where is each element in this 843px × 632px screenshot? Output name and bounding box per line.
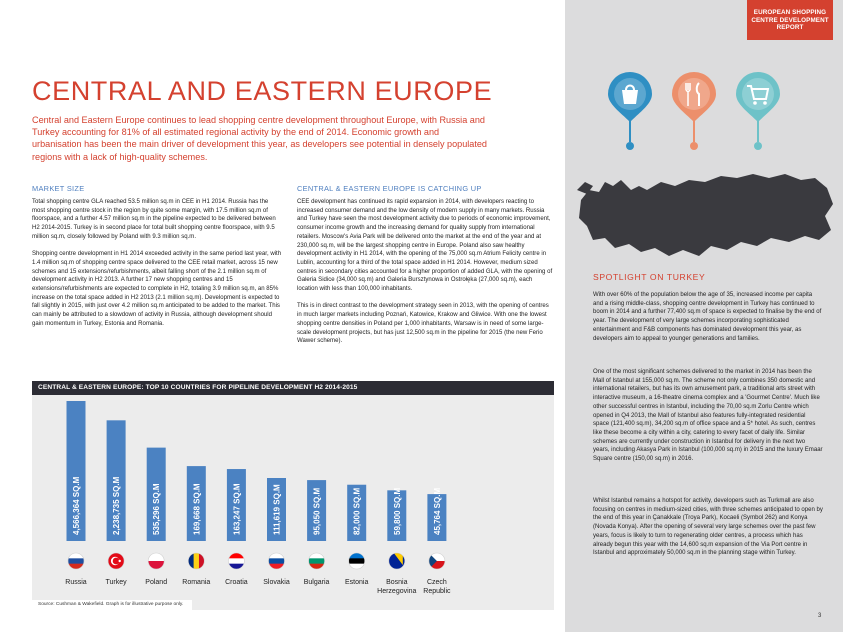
pipeline-chart — [32, 395, 554, 610]
value-label: 535,296 SQ.M — [152, 483, 162, 535]
category-label: Slovakia — [263, 579, 290, 586]
category-label: Romania — [182, 579, 211, 586]
report-tag-line-2: CENTRE DEVELOPMENT — [751, 16, 829, 24]
pipeline-bar-chart — [32, 395, 554, 610]
spotlight-paragraph-2: One of the most significant schemes delivered to the market in 2014 has been the Mall of Istanbul at 155,000 sq.m. The scheme not only combines 350 domestic and international retailers, but has its own amusement park, a traditional arts street with interactive museum, a 16-theatre cinema complex and a 'Gourmet Centre'. Much like other successful centres in Istanbul, including the 70,00 sq.m Zorlu Centre which opened in Q4 2013, the Mall of Istanbul also features fully-integrated residential space (121,400 sq.m), 34,200 sq.m of office space and a 5* hotel. As such, centres like these become a city within a city, catering to every facet of daily life. Similar schemes are currently under construction in Istanbul for delivery in the next two years, including Akasya Park in Istanbul (100,000 sq.m) in 2015 and the luxury Emaar Square centre (150,00 sq.m) in 2016. — [593, 369, 823, 463]
page-number: 3 — [818, 613, 822, 619]
shopping-cart-icon — [734, 70, 782, 154]
turkey-map-icon — [575, 160, 837, 270]
value-label: 163,247 SQ.M — [232, 483, 242, 535]
value-label: 2,238,735 SQ.M — [112, 476, 122, 535]
turkey-flag-icon — [108, 553, 124, 569]
source-note: Source: Cushman & Wakefield. Graph is for illustrative purpose only. — [32, 600, 192, 610]
catching-up-paragraph-1: CEE development has continued its rapid expansion in 2014, with developers reacting to increased consumer demand and the low density of modern supply in many markets. Russia and Turkey have seen the most development activity due to periods of economic improvement, consumer income growth and the increasing demand for quality supply from international retailers. Moscow's Avia Park will be delivered onto the market at the end of the year and at 230,000 sq.m, will be the largest shopping centre in Europe. Poland also saw healthy development activity in H1 2014, with the opening of the 75,000 sq.m Atrium Felicity centre in Lublin, accounting for a third of the total space added in H1 2014. However, medium sized centres in secondary cities accounted for a higher proportion of added GLA, with the opening of Galeria Sidice (34,000 sq.m) and Galeria Bursztynowa in Ostrołęka (27,000 sq.m), each location with less than 100,000 inhabitants. — [297, 199, 553, 293]
shopping-bag-icon — [606, 70, 654, 154]
category-label: Bulgaria — [303, 579, 330, 586]
spotlight-heading: SPOTLIGHT ON TURKEY — [593, 272, 706, 282]
market-size-paragraph-2: Shopping centre development in H1 2014 exceeded activity in the same period last year, with 1.4 million sq.m of shopping centre space delivered to the CEE retail market, across 15 new schemes and 15 extensions/refurbishments, albeit falling short of the 2.1 million sq.m of development activity in H2 2013. A further 17 new shopping centres and 15 extensions/refurbishments are expected to complete in H2, totaling 3.9 million sq.m, an 85% increase on the total space added in H2 2013 (2.1 million sq.m). Development is expected to fall slightly in 2015, with just over 4.2 million sq.m anticipated to be added to the market. This can mainly be attributed to a slowdown of activity in Russia, although development should gain momentum in Turkey, Estonia and Romania. — [32, 251, 282, 327]
value-label: 169,668 SQ.M — [192, 483, 202, 535]
market-size-heading: MARKET SIZE — [32, 184, 85, 193]
category-label: Republic — [423, 588, 451, 595]
catching-up-text — [297, 198, 553, 355]
page-title: CENTRAL AND EASTERN EUROPE — [32, 76, 493, 106]
category-label: Turkey — [105, 579, 127, 586]
fork-knife-icon — [670, 70, 718, 154]
market-size-paragraph-1: Total shopping centre GLA reached 53.5 million sq.m in CEE in H1 2014. Russia has the most shopping centre stock in the region by quite some margin, with 17.5 million sq.m of floorspace, and a further 4.57 million sq.m in the pipeline expected to be delivered between H2 2014-2015. Turkey is in second place for total built shopping centre floorspace, with 9.5 million sq.m, closely followed by Poland with 9.3 million sq.m. — [32, 199, 276, 240]
market-size-text — [32, 198, 282, 337]
category-label: Czech — [426, 579, 447, 586]
spotlight-paragraph-1: With over 60% of the population below the age of 35, increased income per capita and a rising middle-class, shopping centre development in Turkey has continued to boom in 2014 and a further 77,400 sq.m of space is expected to finalise by the end of year. The development of very large schemes incorporating sophisticated entertainment and F&B components has dominated development this year, as developers aim to appeal to younger generations and families. — [593, 292, 822, 342]
estonia-flag-icon — [349, 553, 365, 569]
spotlight-paragraph-3: Whilst Istanbul remains a hotspot for activity, developers such as Turkmall are also focusing on centres in medium-sized cities, with three schemes anticipated to open by the end of this year in Çanakkale (Troya Park), Kocaeli (Symbol 262) and Konya (Novada Konya). After the opening of several very large schemes over the past few years, focus is likely to turn to regenerating older centres, a process which has already begun this year with the 14,600 sq.m expansion of the Via Port centre in Istanbul and approximately 50,000 sq.m in the planning stage within Turkey. — [593, 498, 823, 557]
report-tag-line-3: REPORT — [776, 24, 804, 31]
category-label: Croatia — [225, 579, 248, 586]
bosnia-herzegovina-flag-icon — [389, 553, 405, 569]
value-label: 45,764 SQ.M — [432, 487, 442, 535]
catching-up-heading: CENTRAL & EASTERN EUROPE IS CATCHING UP — [297, 184, 482, 193]
value-label: 59,800 SQ.M — [392, 487, 402, 535]
romania-flag-icon — [188, 553, 204, 569]
slovakia-flag-icon — [269, 553, 285, 569]
chart-title: CENTRAL & EASTERN EUROPE: TOP 10 COUNTRIES FOR PIPELINE DEVELOPMENT H2 2014-2015 — [32, 381, 554, 395]
value-label: 111,619 SQ.M — [272, 484, 282, 535]
category-label: Herzegovina — [377, 588, 417, 595]
poland-flag-icon — [148, 553, 164, 569]
value-label: 4,566,364 SQ.M — [72, 476, 81, 535]
report-tag-line-1: EUROPEAN SHOPPING — [753, 9, 827, 16]
category-label: Poland — [145, 579, 168, 586]
category-label: Bosnia — [386, 579, 408, 586]
value-label: 95,050 SQ.M — [312, 487, 322, 535]
lead-paragraph: Central and Eastern Europe continues to lead shopping centre development throughout Europe, with Russia and Turkey accounting for 81% of all estimated regional activity by the end of 2014. Economic growth and urbanisation has been the main driver of development this year, as developers see potential in densely populated regions with a lack of high-quality schemes. — [32, 115, 487, 162]
category-label: Russia — [65, 579, 87, 586]
category-label: Estonia — [345, 579, 369, 586]
value-label: 82,000 SQ.M — [352, 487, 362, 535]
catching-up-paragraph-2: This is in direct contrast to the development strategy seen in 2013, with the opening of centres in much larger markets including Poznań, Katowice, Krakow and Gliwice. With one the lowest shopping centre densities in Poland per 1,000 inhabitants, Warsaw is in need of some large-scale development projects, but has just 12,500 sq.m in the pipeline for 2015 (the new Ferio Wawer scheme). — [297, 303, 549, 345]
czech-republic-flag-icon — [429, 553, 445, 569]
report-tag — [747, 0, 833, 40]
croatia-flag-icon — [228, 553, 244, 569]
russia-flag-icon — [68, 553, 84, 569]
bulgaria-flag-icon — [309, 553, 325, 569]
